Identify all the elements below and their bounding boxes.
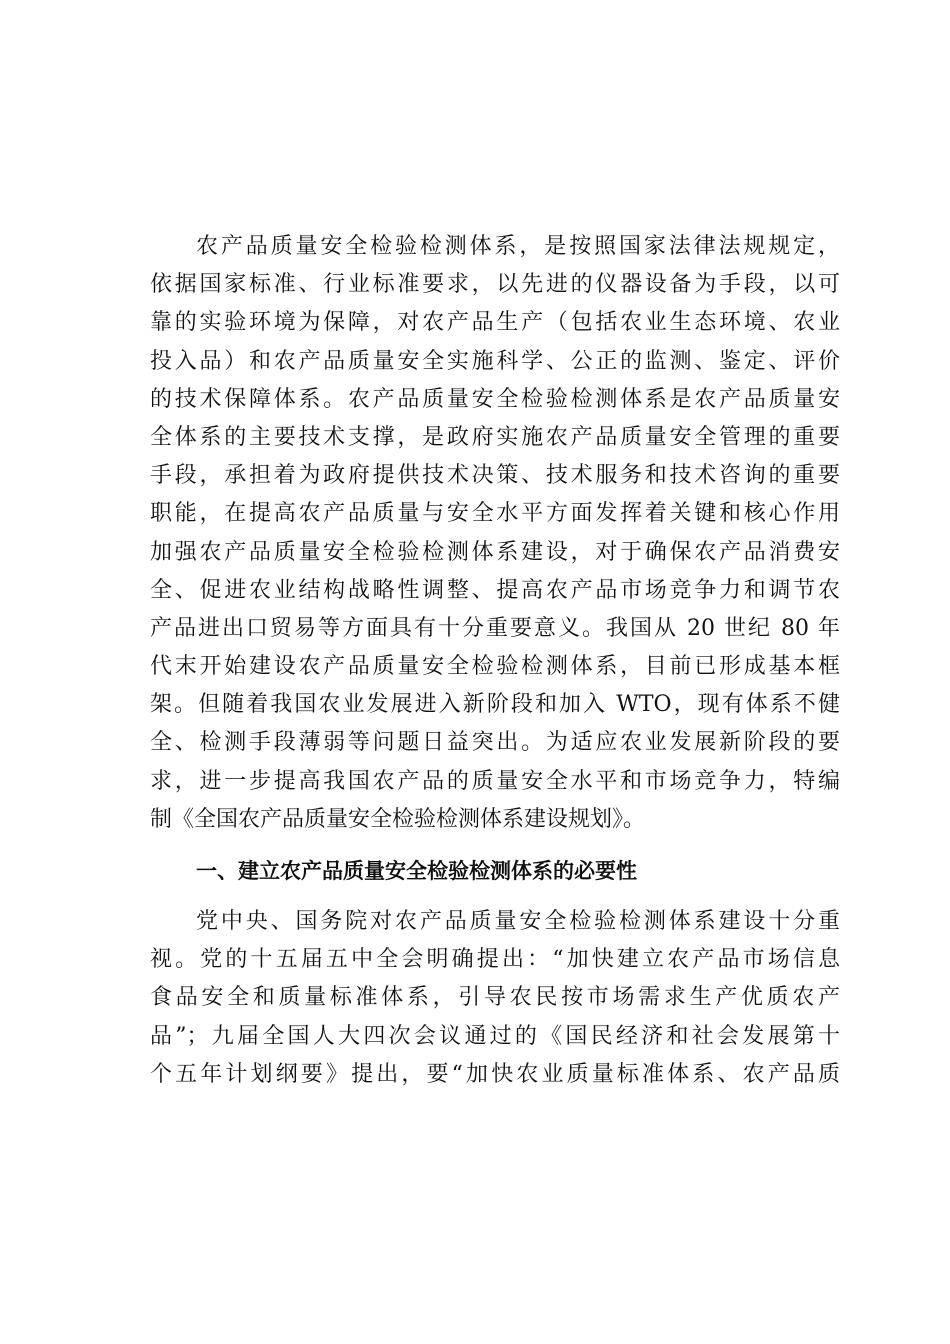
paragraph-line: 求，进一步提高我国农产品的质量安全水平和市场竞争力，特编 [150, 768, 840, 794]
paragraph-line: 代末开始建设农产品质量安全检验检测体系，目前已形成基本框 [150, 654, 840, 680]
paragraph-line: 个五年计划纲要》提出，要“加快农业质量标准体系、农产品质 [150, 1061, 840, 1087]
paragraph-line: 手段，承担着为政府提供技术决策、技术服务和技术咨询的重要 [150, 463, 840, 489]
paragraph-line: 全体系的主要技术支撑，是政府实施农产品质量安全管理的重要 [150, 424, 840, 450]
paragraph-line: 职能，在提高农产品质量与安全水平方面发挥着关键和核心作用 [150, 501, 840, 527]
document-body [150, 228, 840, 1094]
paragraph-line: 加强农产品质量安全检验检测体系建设，对于确保农产品消费安 [150, 539, 840, 565]
paragraph-line: 产品进出口贸易等方面具有十分重要意义。我国从 20 世纪 80 年 [150, 615, 840, 641]
paragraph-line: 依据国家标准、行业标准要求，以先进的仪器设备为手段，以可 [150, 272, 840, 298]
paragraph-line: 食品安全和质量标准体系，引导农民按市场需求生产优质农产 [150, 985, 840, 1011]
paragraph-line: 投入品）和农产品质量安全实施科学、公正的监测、鉴定、评价 [150, 348, 840, 374]
paragraph-line: 靠的实验环境为保障，对农产品生产（包括农业生态环境、农业 [150, 310, 840, 336]
paragraph-line: 品”；九届全国人大四次会议通过的《国民经济和社会发展第十 [150, 1023, 840, 1049]
paragraph-line: 视。党的十五届五中全会明确提出：“加快建立农产品市场信息 [150, 947, 840, 973]
section-paragraph [150, 903, 840, 1094]
paragraph-line: 架。但随着我国农业发展进入新阶段和加入 WTO，现有体系不健 [150, 692, 840, 718]
paragraph-line: 全、检测手段薄弱等问题日益突出。为适应农业发展新阶段的要 [150, 730, 840, 756]
intro-paragraph [150, 228, 840, 839]
paragraph-line: 制《全国农产品质量安全检验检测体系建设规划》。 [150, 806, 646, 832]
paragraph-line: 全、促进农业结构战略性调整、提高农产品市场竞争力和调节农 [150, 577, 840, 603]
paragraph-line: 党中央、国务院对农产品质量安全检验检测体系建设十分重 [196, 909, 840, 934]
paragraph-line: 的技术保障体系。农产品质量安全检验检测体系是农产品质量安 [150, 386, 840, 412]
section-heading: 一、建立农产品质量安全检验检测体系的必要性 [196, 859, 637, 883]
paragraph-line: 农产品质量安全检验检测体系，是按照国家法律法规规定， [196, 234, 840, 259]
